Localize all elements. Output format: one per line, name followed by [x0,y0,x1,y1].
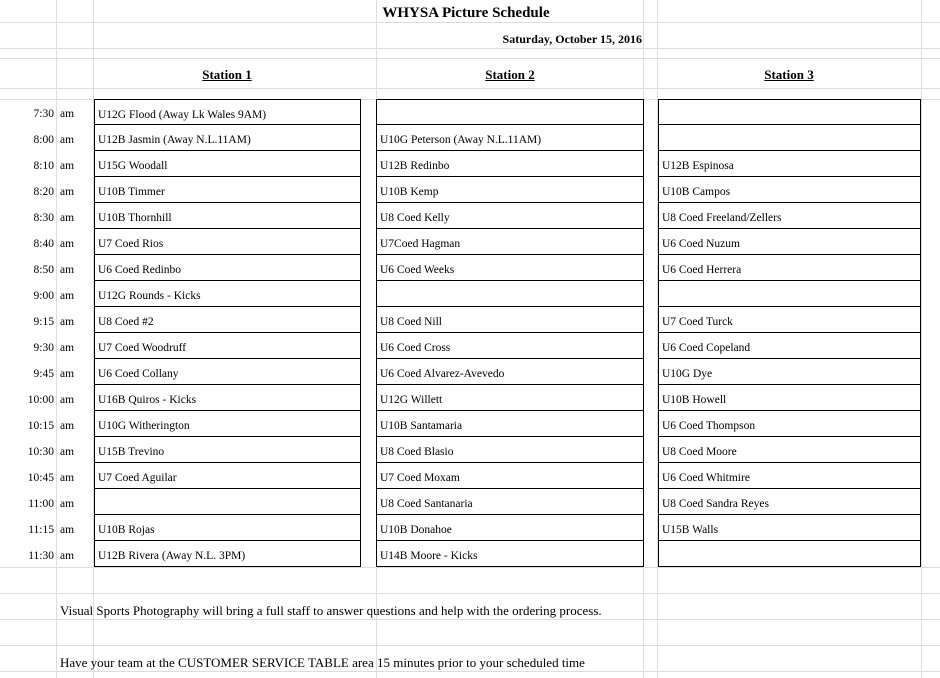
station-1-slot[interactable]: U10B Timmer [94,176,361,203]
station-2-slot[interactable]: U8 Coed Blasio [376,436,644,463]
ampm-label: am [60,420,75,432]
grid-row-line [0,88,940,89]
station-3-slot[interactable] [658,124,921,151]
time-label: 11:30 [28,550,54,562]
ampm-label: am [60,550,75,562]
time-label: 11:15 [28,524,54,536]
time-label: 9:45 [33,368,54,380]
station-2-slot[interactable]: U12G Willett [376,384,644,411]
station-2-slot[interactable] [376,99,644,125]
station-1-slot[interactable]: U8 Coed #2 [94,306,361,333]
grid-column-line [56,0,57,678]
station-2-header: Station 2 [485,67,535,82]
station-1-slot[interactable]: U12G Rounds - Kicks [94,280,361,307]
ampm-label: am [60,186,75,198]
station-1-slot[interactable]: U12B Rivera (Away N.L. 3PM) [94,540,361,567]
ampm-label: am [60,264,75,276]
station-3-slot[interactable] [658,280,921,307]
station-2-slot[interactable]: U10B Santamaria [376,410,644,437]
station-3-slot[interactable]: U6 Coed Whitmire [658,462,921,489]
station-2-slot[interactable]: U10B Donahoe [376,514,644,541]
station-3-slot[interactable]: U6 Coed Herrera [658,254,921,281]
time-label: 9:30 [33,342,54,354]
station-3-slot[interactable]: U8 Coed Sandra Reyes [658,488,921,515]
time-label: 8:50 [33,264,54,276]
station-2-slot[interactable]: U6 Coed Weeks [376,254,644,281]
station-1-slot[interactable]: U15B Trevino [94,436,361,463]
ampm-label: am [60,342,75,354]
ampm-label: am [60,290,75,302]
station-1-slot[interactable]: U7 Coed Woodruff [94,332,361,359]
station-1-slot[interactable]: U10B Thornhill [94,202,361,229]
station-2-slot[interactable]: U10G Peterson (Away N.L.11AM) [376,124,644,151]
station-3-slot[interactable]: U6 Coed Copeland [658,332,921,359]
station-1-slot[interactable]: U6 Coed Redinbo [94,254,361,281]
grid-row-line [0,58,940,59]
ampm-label: am [60,134,75,146]
time-label: 10:45 [27,472,54,484]
station-3-slot[interactable]: U10G Dye [658,358,921,385]
schedule-date: Saturday, October 15, 2016 [502,32,642,46]
station-3-slot[interactable]: U10B Howell [658,384,921,411]
grid-row-line [0,48,940,49]
station-2-slot[interactable]: U6 Coed Alvarez-Avevedo [376,358,644,385]
ampm-label: am [60,108,75,120]
ampm-label: am [60,472,75,484]
station-2-slot[interactable]: U7Coed Hagman [376,228,644,255]
station-2-slot[interactable]: U8 Coed Nill [376,306,644,333]
station-3-header: Station 3 [764,67,814,82]
station-2-slot[interactable]: U7 Coed Moxam [376,462,644,489]
station-1-slot[interactable]: U7 Coed Aguilar [94,462,361,489]
grid-row-line [0,645,940,646]
time-label: 7:30 [33,108,54,120]
time-label: 11:00 [28,498,54,510]
station-1-slot[interactable]: U6 Coed Collany [94,358,361,385]
time-label: 8:30 [33,212,54,224]
station-3-slot[interactable]: U12B Espinosa [658,150,921,177]
station-3-slot[interactable] [658,540,921,567]
station-3-slot[interactable]: U7 Coed Turck [658,306,921,333]
station-3-slot[interactable]: U8 Coed Freeland/Zellers [658,202,921,229]
grid-row-line [0,593,940,594]
time-label: 8:20 [33,186,54,198]
station-1-header: Station 1 [202,67,252,82]
station-2-slot[interactable] [376,280,644,307]
ampm-label: am [60,238,75,250]
station-1-slot[interactable]: U16B Quiros - Kicks [94,384,361,411]
station-2-slot[interactable]: U14B Moore - Kicks [376,540,644,567]
station-2-slot[interactable]: U12B Redinbo [376,150,644,177]
station-1-slot[interactable]: U15G Woodall [94,150,361,177]
station-3-slot[interactable]: U6 Coed Thompson [658,410,921,437]
time-label: 8:00 [33,134,54,146]
ampm-label: am [60,368,75,380]
time-label: 8:10 [33,160,54,172]
station-1-slot[interactable] [94,488,361,515]
time-label: 9:15 [33,316,54,328]
station-2-slot[interactable]: U10B Kemp [376,176,644,203]
ampm-label: am [60,498,75,510]
ampm-label: am [60,160,75,172]
station-1-slot[interactable]: U10B Rojas [94,514,361,541]
time-label: 10:15 [27,420,54,432]
station-2-slot[interactable]: U8 Coed Santanaria [376,488,644,515]
station-2-slot[interactable]: U6 Coed Cross [376,332,644,359]
time-label: 10:00 [27,394,54,406]
schedule-title: WHYSA Picture Schedule [382,5,550,21]
station-1-slot[interactable]: U12B Jasmin (Away N.L.11AM) [94,124,361,151]
station-1-slot[interactable]: U7 Coed Rios [94,228,361,255]
grid-row-line [0,567,940,568]
station-1-slot[interactable]: U12G Flood (Away Lk Wales 9AM) [94,99,361,125]
ampm-label: am [60,212,75,224]
station-3-slot[interactable]: U6 Coed Nuzum [658,228,921,255]
time-label: 10:30 [27,446,54,458]
ampm-label: am [60,524,75,536]
station-3-slot[interactable]: U8 Coed Moore [658,436,921,463]
staff-note: Visual Sports Photography will bring a full staff to answer questions and help with the ordering process. [60,603,602,618]
ampm-label: am [60,316,75,328]
station-3-slot[interactable]: U10B Campos [658,176,921,203]
arrival-note: Have your team at the CUSTOMER SERVICE TABLE area 15 minutes prior to your scheduled time [60,655,585,670]
time-label: 8:40 [33,238,54,250]
station-2-slot[interactable]: U8 Coed Kelly [376,202,644,229]
ampm-label: am [60,394,75,406]
grid-column-line [921,0,922,678]
station-3-slot[interactable] [658,99,921,125]
time-label: 9:00 [33,290,54,302]
station-1-slot[interactable]: U10G Witherington [94,410,361,437]
ampm-label: am [60,446,75,458]
station-3-slot[interactable]: U15B Walls [658,514,921,541]
